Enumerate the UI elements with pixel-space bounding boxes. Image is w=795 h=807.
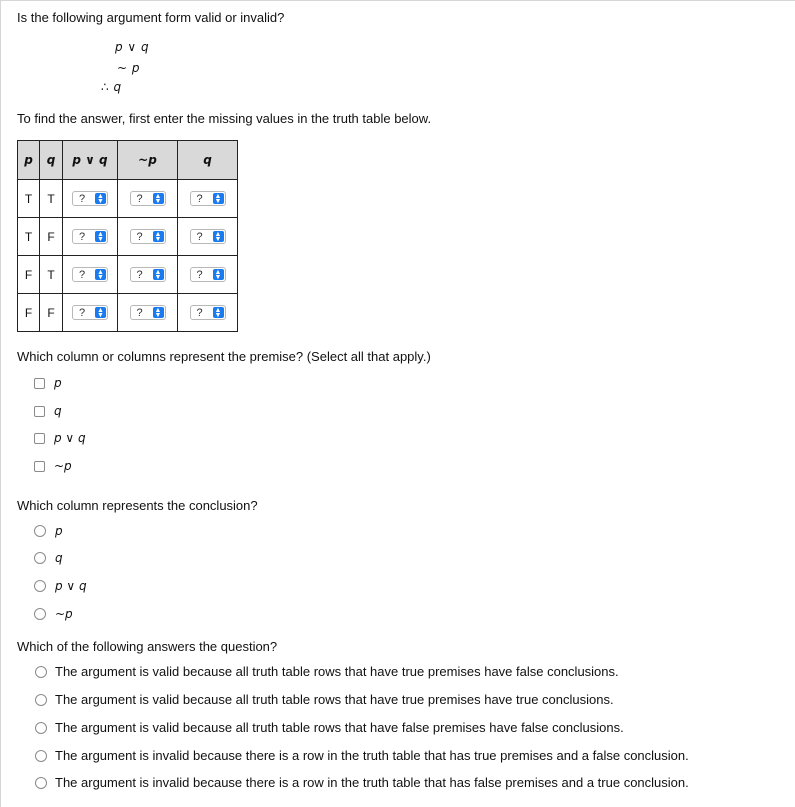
option-label: p [55,524,63,538]
answer-option[interactable] [35,664,619,679]
select-value: ? [196,230,203,243]
premise-option[interactable] [34,431,86,445]
cell-p-or-q [63,180,118,218]
option-label: The argument is invalid because there is a row in the truth table that has false premises and a true conclusion. [55,775,689,790]
select-value: ? [79,230,86,243]
cell-p-or-q [63,256,118,294]
instruction-text: To find the answer, first enter the missing values in the truth table below. [17,111,432,126]
answer-option[interactable] [35,720,624,735]
updown-arrow-icon: ▲ ▼ [95,307,106,318]
not-p-select[interactable] [130,267,166,282]
updown-arrow-icon: ▲ ▼ [153,193,164,204]
premise-checkbox[interactable] [34,461,45,472]
question-title: Is the following argument form valid or invalid? [17,10,285,25]
cell-q: T [40,180,63,218]
conclusion-option[interactable] [34,579,87,593]
conclusion-option[interactable] [34,607,73,621]
premise-option[interactable] [34,404,62,418]
p-or-q-select[interactable] [72,191,108,206]
option-label: p ∨ q [54,431,86,445]
answer-radio[interactable] [35,750,47,762]
frame-top-border [0,0,795,1]
option-label: q [55,551,63,565]
truth-table [17,140,238,332]
cell-p: F [18,256,40,294]
updown-arrow-icon: ▲ ▼ [213,307,224,318]
option-label: The argument is valid because all truth table rows that have false premises have false conclusions. [55,720,624,735]
q-conclusion-select[interactable] [190,305,226,320]
conclusion-radio[interactable] [34,552,46,564]
option-label: The argument is valid because all truth table rows that have true premises have true conclusions. [55,692,614,707]
select-value: ? [79,192,86,205]
p-or-q-select[interactable] [72,267,108,282]
header-p: p [18,141,40,180]
cell-q-conclusion [178,294,238,332]
q-conclusion-select[interactable] [190,191,226,206]
option-label: The argument is valid because all truth table rows that have true premises have false conclusions. [55,664,619,679]
cell-q: F [40,294,63,332]
answer-option[interactable] [35,692,614,707]
answer-radio[interactable] [35,777,47,789]
cell-q: T [40,256,63,294]
cell-q-conclusion [178,218,238,256]
cell-q-conclusion [178,256,238,294]
select-value: ? [79,306,86,319]
select-value: ? [79,268,86,281]
premise-checkbox[interactable] [34,433,45,444]
answer-radio[interactable] [35,722,47,734]
header-p-or-q: p ∨ q [63,141,118,180]
argument-premise-1: p ∨ q [115,40,150,54]
option-label: The argument is invalid because there is a row in the truth table that has true premises and a false conclusion. [55,748,689,763]
select-value: ? [136,306,143,319]
updown-arrow-icon: ▲ ▼ [153,231,164,242]
updown-arrow-icon: ▲ ▼ [213,193,224,204]
not-p-select[interactable] [130,305,166,320]
updown-arrow-icon: ▲ ▼ [153,269,164,280]
option-label: p ∨ q [55,579,87,593]
cell-p: T [18,180,40,218]
updown-arrow-icon: ▲ ▼ [95,269,106,280]
option-label: q [54,404,62,418]
not-p-select[interactable] [130,229,166,244]
updown-arrow-icon: ▲ ▼ [213,231,224,242]
select-value: ? [136,192,143,205]
answer-radio[interactable] [35,694,47,706]
select-value: ? [196,192,203,205]
not-p-select[interactable] [130,191,166,206]
premise-checkbox[interactable] [34,406,45,417]
q-conclusion-select[interactable] [190,229,226,244]
answer-option[interactable] [35,775,689,790]
table-row [18,180,238,218]
header-q-conclusion: q [178,141,238,180]
conclusion-option[interactable] [34,524,63,538]
cell-q: F [40,218,63,256]
conclusion-option[interactable] [34,551,63,565]
truth-table-header-row [18,141,238,180]
argument-conclusion: ∴ q [101,80,122,94]
conclusion-radio[interactable] [34,580,46,592]
updown-arrow-icon: ▲ ▼ [153,307,164,318]
answer-option[interactable] [35,748,689,763]
cell-p: T [18,218,40,256]
updown-arrow-icon: ▲ ▼ [95,231,106,242]
premise-checkbox[interactable] [34,378,45,389]
p-or-q-select[interactable] [72,229,108,244]
option-label: ~p [55,607,73,621]
select-value: ? [196,306,203,319]
argument-premise-2: ~ p [117,61,140,75]
select-value: ? [136,268,143,281]
updown-arrow-icon: ▲ ▼ [95,193,106,204]
q-conclusion-select[interactable] [190,267,226,282]
conclusion-radio[interactable] [34,608,46,620]
answer-radio[interactable] [35,666,47,678]
cell-not-p [118,256,178,294]
header-q: q [40,141,63,180]
conclusion-radio[interactable] [34,525,46,537]
cell-p-or-q [63,218,118,256]
table-row [18,218,238,256]
cell-not-p [118,218,178,256]
table-row [18,294,238,332]
cell-p: F [18,294,40,332]
select-value: ? [196,268,203,281]
premise-question-label: Which column or columns represent the premise? (Select all that apply.) [17,349,431,364]
select-value: ? [136,230,143,243]
cell-not-p [118,294,178,332]
updown-arrow-icon: ▲ ▼ [213,269,224,280]
option-label: ~p [54,459,72,473]
p-or-q-select[interactable] [72,305,108,320]
table-row [18,256,238,294]
premise-option[interactable] [34,376,62,390]
header-not-p: ~p [118,141,178,180]
answer-question-label: Which of the following answers the question? [17,639,278,654]
cell-p-or-q [63,294,118,332]
conclusion-question-label: Which column represents the conclusion? [17,498,258,513]
premise-option[interactable] [34,459,72,473]
frame-left-border [0,0,1,807]
option-label: p [54,376,62,390]
cell-q-conclusion [178,180,238,218]
cell-not-p [118,180,178,218]
